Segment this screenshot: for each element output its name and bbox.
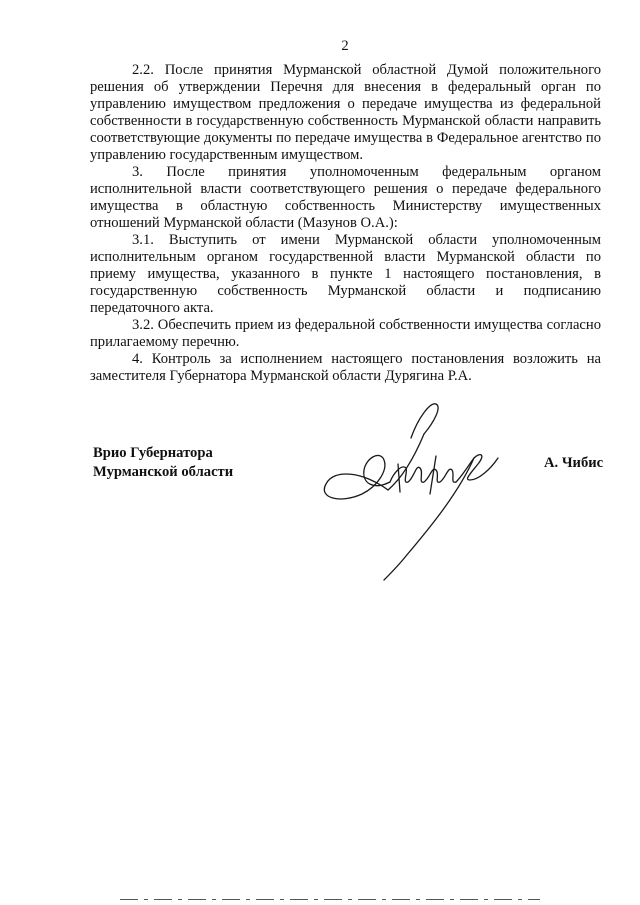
paragraph-2-2: 2.2. После принятия Мурманской областной Думой положительного решения об утверждении Перечня для внесения в федеральный орган по управлению имуществом предложения о передаче имущества из федеральной собственности в государственную собственность Мурманской области направить соответствующие документы по передаче имущества в Федеральное агентство по управлению государственным имуществом. (90, 62, 601, 163)
handwritten-signature (318, 398, 508, 583)
paragraph-3-1: 3.1. Выступить от имени Мурманской области уполномоченным исполнительным органом государственной власти Мурманской области по приему имущества, указанного в пункте 1 настоящего постановления, в государственную собственность Мурманской области и подписанию передаточного акта. (90, 232, 601, 316)
paragraph-4: 4. Контроль за исполнением настоящего постановления возложить на заместителя Губернатора Мурманской области Дурягина Р.А. (90, 351, 601, 384)
signatory-position-line2: Мурманской области (93, 464, 234, 480)
signatory-position (93, 444, 233, 482)
page-number: 2 (341, 38, 349, 54)
document-body (90, 62, 601, 385)
signatory-position-line1: Врио Губернатора (93, 445, 213, 461)
paragraph-3-2: 3.2. Обеспечить прием из федеральной собственности имущества согласно прилагаемому перечню. (90, 317, 601, 350)
page-bottom-scan-line (120, 899, 540, 900)
signatory-name: А. Чибис (544, 455, 604, 471)
paragraph-3: 3. После принятия уполномоченным федеральным органом исполнительной власти соответствующего решения о передаче федерального имущества в областную собственность Министерству имущественных отношений Мурманской области (Мазунов О.А.): (90, 164, 601, 231)
